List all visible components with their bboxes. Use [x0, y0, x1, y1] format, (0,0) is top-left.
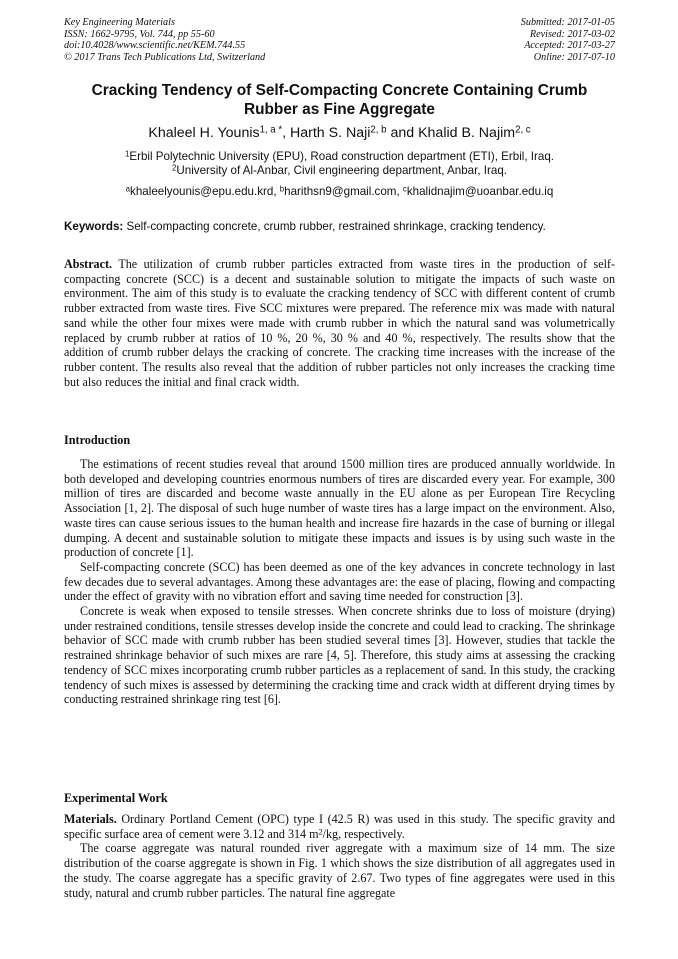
- experimental-body: [64, 812, 615, 900]
- publication-dates: [521, 17, 615, 63]
- materials-text-end: /kg, respectively.: [322, 826, 405, 841]
- author-separator: and: [386, 125, 419, 141]
- materials-text: Ordinary Portland Cement (OPC) type I (42.5 R) was used in this study. The specific gravity and specific surface area of cement were 3.12 and 314 m: [64, 812, 615, 841]
- section-heading-introduction: Introduction: [64, 433, 131, 447]
- email-link[interactable]: harithsn9@gmail.com: [284, 185, 397, 198]
- affiliation-mark: 1: [124, 149, 130, 159]
- email-mark: c: [402, 184, 407, 194]
- author-emails: [64, 185, 615, 199]
- keywords-text: Self-compacting concrete, crumb rubber, restrained shrinkage, cracking tendency.: [123, 220, 546, 233]
- author-name: Khalid B. Najim: [418, 125, 516, 141]
- journal-info: [64, 17, 265, 63]
- materials-paragraph: [64, 812, 615, 841]
- keywords: [64, 220, 615, 234]
- body-paragraph: The estimations of recent studies reveal that around 1500 million tires are produced annually worldwide. In both developed and developing countries enormous numbers of tires are discarded every year. For example, 300 million of tires are discarded and become waste annually in the EU alone as per European Tire Recycling Association [1, 2]. The disposal of such huge number of waste tires has a large impact on the environment. Also, waste tires can cause serious issues to the human health and increase fire hazards in the case of burning or illegal dumping. A decent and sustainable solution to mitigate these impacts and issues is by using such waste in the production of concrete [1].: [64, 457, 615, 560]
- email-separator: ,: [396, 185, 403, 198]
- body-paragraph: Concrete is weak when exposed to tensile stresses. When concrete shrinks due to loss of moisture (drying) under restrained conditions, tensile stresses develop inside the concrete and could lead to cracking. The shrinkage behavior of SCC made with crumb rubber has been studied several times [3]. However, studies that tackle the restrained shrinkage behavior of such mixes are rare [4, 5]. Therefore, this study aims at assessing the cracking tendency of SCC mixes incorporating crumb rubber particles as a replacement of sand. In this study, the cracking tendency of such mixes is assessed by determining the cracking time and crack width at different drying times by conducting restrained shrinkage ring test [6].: [64, 604, 615, 707]
- unit-superscript: 2: [318, 827, 323, 837]
- email-link[interactable]: khaleelyounis@epu.edu.krd: [130, 185, 274, 198]
- author-affiliation-mark: 2, b: [370, 124, 387, 136]
- email-mark: b: [279, 184, 285, 194]
- author-name: Harth S. Naji: [290, 125, 371, 141]
- affiliation-line: [64, 164, 615, 178]
- affiliation-mark: 2: [172, 163, 177, 173]
- email-mark: a: [125, 184, 131, 194]
- date-revised: Revised: 2017-03-02: [529, 28, 615, 40]
- journal-issn: ISSN: 1662-9795, Vol. 744, pp 55-60: [64, 28, 215, 40]
- abstract-text: The utilization of crumb rubber particles extracted from waste tires in the production of self-compacting concrete (SCC) is a decent and sustainable solution to mitigate the impacts of such waste on environment. The aim of this study is to evaluate the cracking tendency of SCC with different content of crumb rubber extracted from waste tires. Five SCC mixtures were prepared. The reference mix was made with natural sand while the other four mixes were made with crumb rubber in which the natural sand was volumetrically replaced by crumb rubber at ratios of 10 %, 20 %, 30 % and 40 %, respectively. The results show that the addition of crumb rubber delays the cracking of concrete. The cracking time increases with the increase of the rubber content. The results also reveal that the addition of rubber particles not only increases the cracking time but also reduces the initial and final crack width.: [64, 257, 615, 389]
- date-submitted: Submitted: 2017-01-05: [520, 17, 615, 28]
- author-affiliation-mark: 1, a *: [259, 124, 283, 136]
- materials-label: Materials.: [64, 812, 117, 826]
- author-list: [64, 124, 615, 142]
- affiliation-text: Erbil Polytechnic University (EPU), Road construction department (ETI), Erbil, Iraq.: [129, 150, 554, 163]
- author-affiliation-mark: 2, c: [515, 124, 531, 136]
- introduction-body: [64, 457, 615, 707]
- journal-name: Key Engineering Materials: [64, 17, 175, 28]
- journal-doi: doi:10.4028/www.scientific.net/KEM.744.55: [64, 40, 246, 52]
- paper-title: Cracking Tendency of Self-Compacting Concrete Containing Crumb Rubber as Fine Aggregate: [91, 82, 588, 118]
- abstract: [64, 257, 615, 389]
- keywords-label: Keywords:: [64, 220, 124, 233]
- affiliations: [64, 150, 615, 178]
- section-heading-experimental: Experimental Work: [64, 791, 168, 805]
- email-link[interactable]: khalidnajim@uoanbar.edu.iq: [406, 185, 554, 198]
- journal-copyright: © 2017 Trans Tech Publications Ltd, Switzerland: [64, 51, 266, 63]
- date-accepted: Accepted: 2017-03-27: [524, 40, 615, 52]
- author-separator: ,: [282, 125, 290, 141]
- abstract-label: Abstract.: [64, 257, 113, 271]
- affiliation-line: [64, 150, 615, 164]
- email-separator: ,: [273, 185, 280, 198]
- body-paragraph: Self-compacting concrete (SCC) has been deemed as one of the key advances in concrete technology in last few decades due to several advantages. Among these advantages are: the ease of placing, flowing and compacting under the effect of gravity with no vibration effort and saving time needed for construction [3].: [64, 559, 615, 604]
- affiliation-text: University of Al-Anbar, Civil engineering department, Anbar, Iraq.: [176, 164, 507, 177]
- abstract-paragraph: [64, 257, 615, 389]
- body-paragraph: The coarse aggregate was natural rounded river aggregate with a maximum size of 14 mm. The size distribution of the coarse aggregate is shown in Fig. 1 which shows the size distribution of all aggregates used in the study. The coarse aggregate has a specific gravity of 2.67. Two types of fine aggregates were used in this study, natural and crumb rubber particles. The natural fine aggregate: [64, 841, 615, 900]
- date-online: Online: 2017-07-10: [533, 51, 615, 63]
- author-name: Khaleel H. Younis: [148, 125, 260, 141]
